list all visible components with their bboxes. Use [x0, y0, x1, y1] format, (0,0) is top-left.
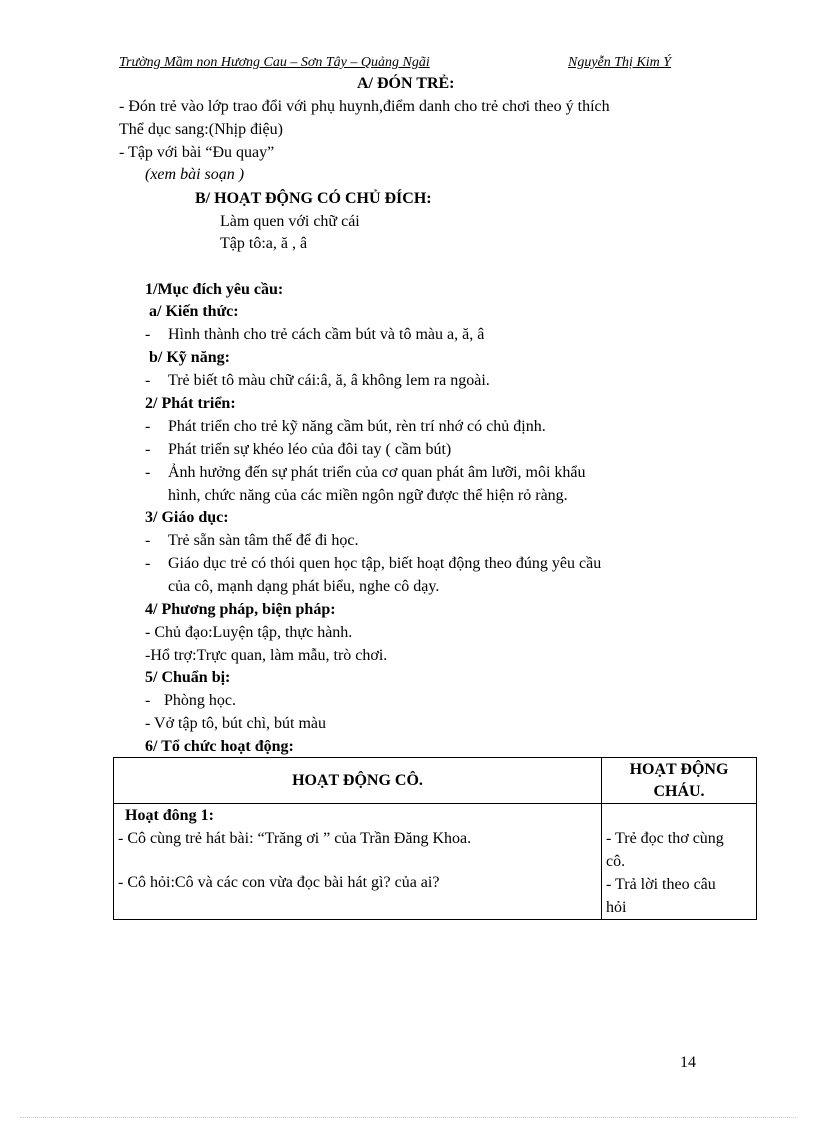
education-item2-line2: của cô, mạnh dạng phát biểu, nghe cô dạy.: [168, 578, 440, 595]
development-item3-line1: Ảnh hưởng đến sự phát triển của cơ quan phát âm lưỡi, môi khẩu: [168, 464, 586, 481]
table-header-row: [114, 758, 757, 804]
section-a-line2: Thể dục sang:(Nhịp điệu): [119, 121, 283, 138]
dash-mark: -: [145, 418, 151, 435]
section-a-line1: - Đón trẻ vào lớp trao đổi với phụ huynh,điểm danh cho trẻ chơi theo ý thích: [119, 98, 610, 115]
teacher-step-2: - Cô hỏi:Cô và các con vừa đọc bài hát gì? của ai?: [118, 874, 440, 891]
child-response-2-line2: hỏi: [606, 899, 627, 916]
methods-line1: - Chủ đạo:Luyện tập, thực hành.: [145, 624, 353, 641]
child-response-2-line1: - Trả lời theo câu: [606, 876, 716, 893]
methods-line2: -Hổ trợ:Trực quan, làm mẫu, trò chơi.: [145, 647, 388, 664]
methods-title: 4/ Phương pháp, biện pháp:: [145, 601, 336, 618]
skill-item: Trẻ biết tô màu chữ cái:â, ă, â không lem ra ngoài.: [168, 372, 490, 389]
section-b-line2: Tập tô:a, ă , â: [220, 235, 308, 252]
education-item2-line1: Giáo dục trẻ có thói quen học tập, biết hoạt động theo đúng yêu cầu: [168, 555, 602, 572]
teacher-cell: [114, 804, 602, 920]
development-item2: Phát triển sự khéo léo của đôi tay ( cầm bút): [168, 441, 452, 458]
page-bottom-border: [20, 1117, 796, 1118]
col-teacher-header: HOẠT ĐỘNG CÔ.: [114, 758, 602, 804]
dash-mark: -: [145, 326, 151, 343]
section-b-line1: Làm quen với chữ cái: [220, 213, 360, 230]
child-response-1-line1: - Trẻ đọc thơ cùng: [606, 830, 724, 847]
organize-title: 6/ Tổ chức hoạt động:: [145, 738, 294, 755]
col-child-header-line1: HOẠT ĐỘNG: [629, 761, 729, 778]
purpose-title: 1/Mục đích yêu cầu:: [145, 281, 284, 298]
development-title: 2/ Phát triển:: [145, 395, 236, 412]
header-author: Nguyễn Thị Kim Ý: [568, 55, 672, 70]
education-title: 3/ Giáo dục:: [145, 509, 229, 526]
section-a-title: A/ ĐÓN TRẺ:: [357, 75, 455, 92]
knowledge-title: a/ Kiến thức:: [149, 303, 239, 320]
child-cell: [602, 804, 757, 920]
dash-mark: -: [145, 692, 151, 709]
teacher-step-1: - Cô cùng trẻ hát bài: “Trăng ơi ” của Trần Đăng Khoa.: [118, 830, 472, 847]
page-number: 14: [680, 1054, 696, 1071]
development-item3-line2: hình, chức năng của các miền ngôn ngữ được thể hiện rỏ ràng.: [168, 487, 568, 504]
knowledge-item: Hình thành cho trẻ cách cầm bút và tô màu a, ă, â: [168, 326, 485, 343]
skill-title: b/ Kỹ năng:: [149, 349, 230, 366]
section-a-line3: - Tập với bài “Đu quay”: [119, 144, 275, 161]
prep-title: 5/ Chuẩn bị:: [145, 669, 231, 686]
col-child-header: [602, 758, 757, 804]
dash-mark: -: [145, 441, 151, 458]
dash-mark: -: [145, 555, 151, 572]
education-item1: Trẻ sẵn sàn tâm thế để đi học.: [168, 532, 359, 549]
prep-line2: - Vở tập tô, bút chì, bút màu: [145, 715, 327, 732]
prep-item1: Phòng học.: [164, 692, 236, 709]
dash-mark: -: [145, 464, 151, 481]
activity-table: [113, 757, 757, 920]
activity-title: Hoạt đông 1:: [125, 807, 214, 824]
dash-mark: -: [145, 372, 151, 389]
dash-mark: -: [145, 532, 151, 549]
child-response-1-line2: cô.: [606, 853, 626, 870]
section-b-title: B/ HOẠT ĐỘNG CÓ CHỦ ĐÍCH:: [195, 190, 432, 207]
section-a-line4: (xem bài soạn ): [145, 166, 245, 183]
development-item1: Phát triển cho trẻ kỹ năng cầm bút, rèn trí nhớ có chủ định.: [168, 418, 546, 435]
header-school: Trường Mầm non Hương Cau – Sơn Tây – Quảng Ngãi: [119, 55, 430, 70]
col-child-header-line2: CHÁU.: [653, 783, 705, 800]
table-row: [114, 804, 757, 920]
